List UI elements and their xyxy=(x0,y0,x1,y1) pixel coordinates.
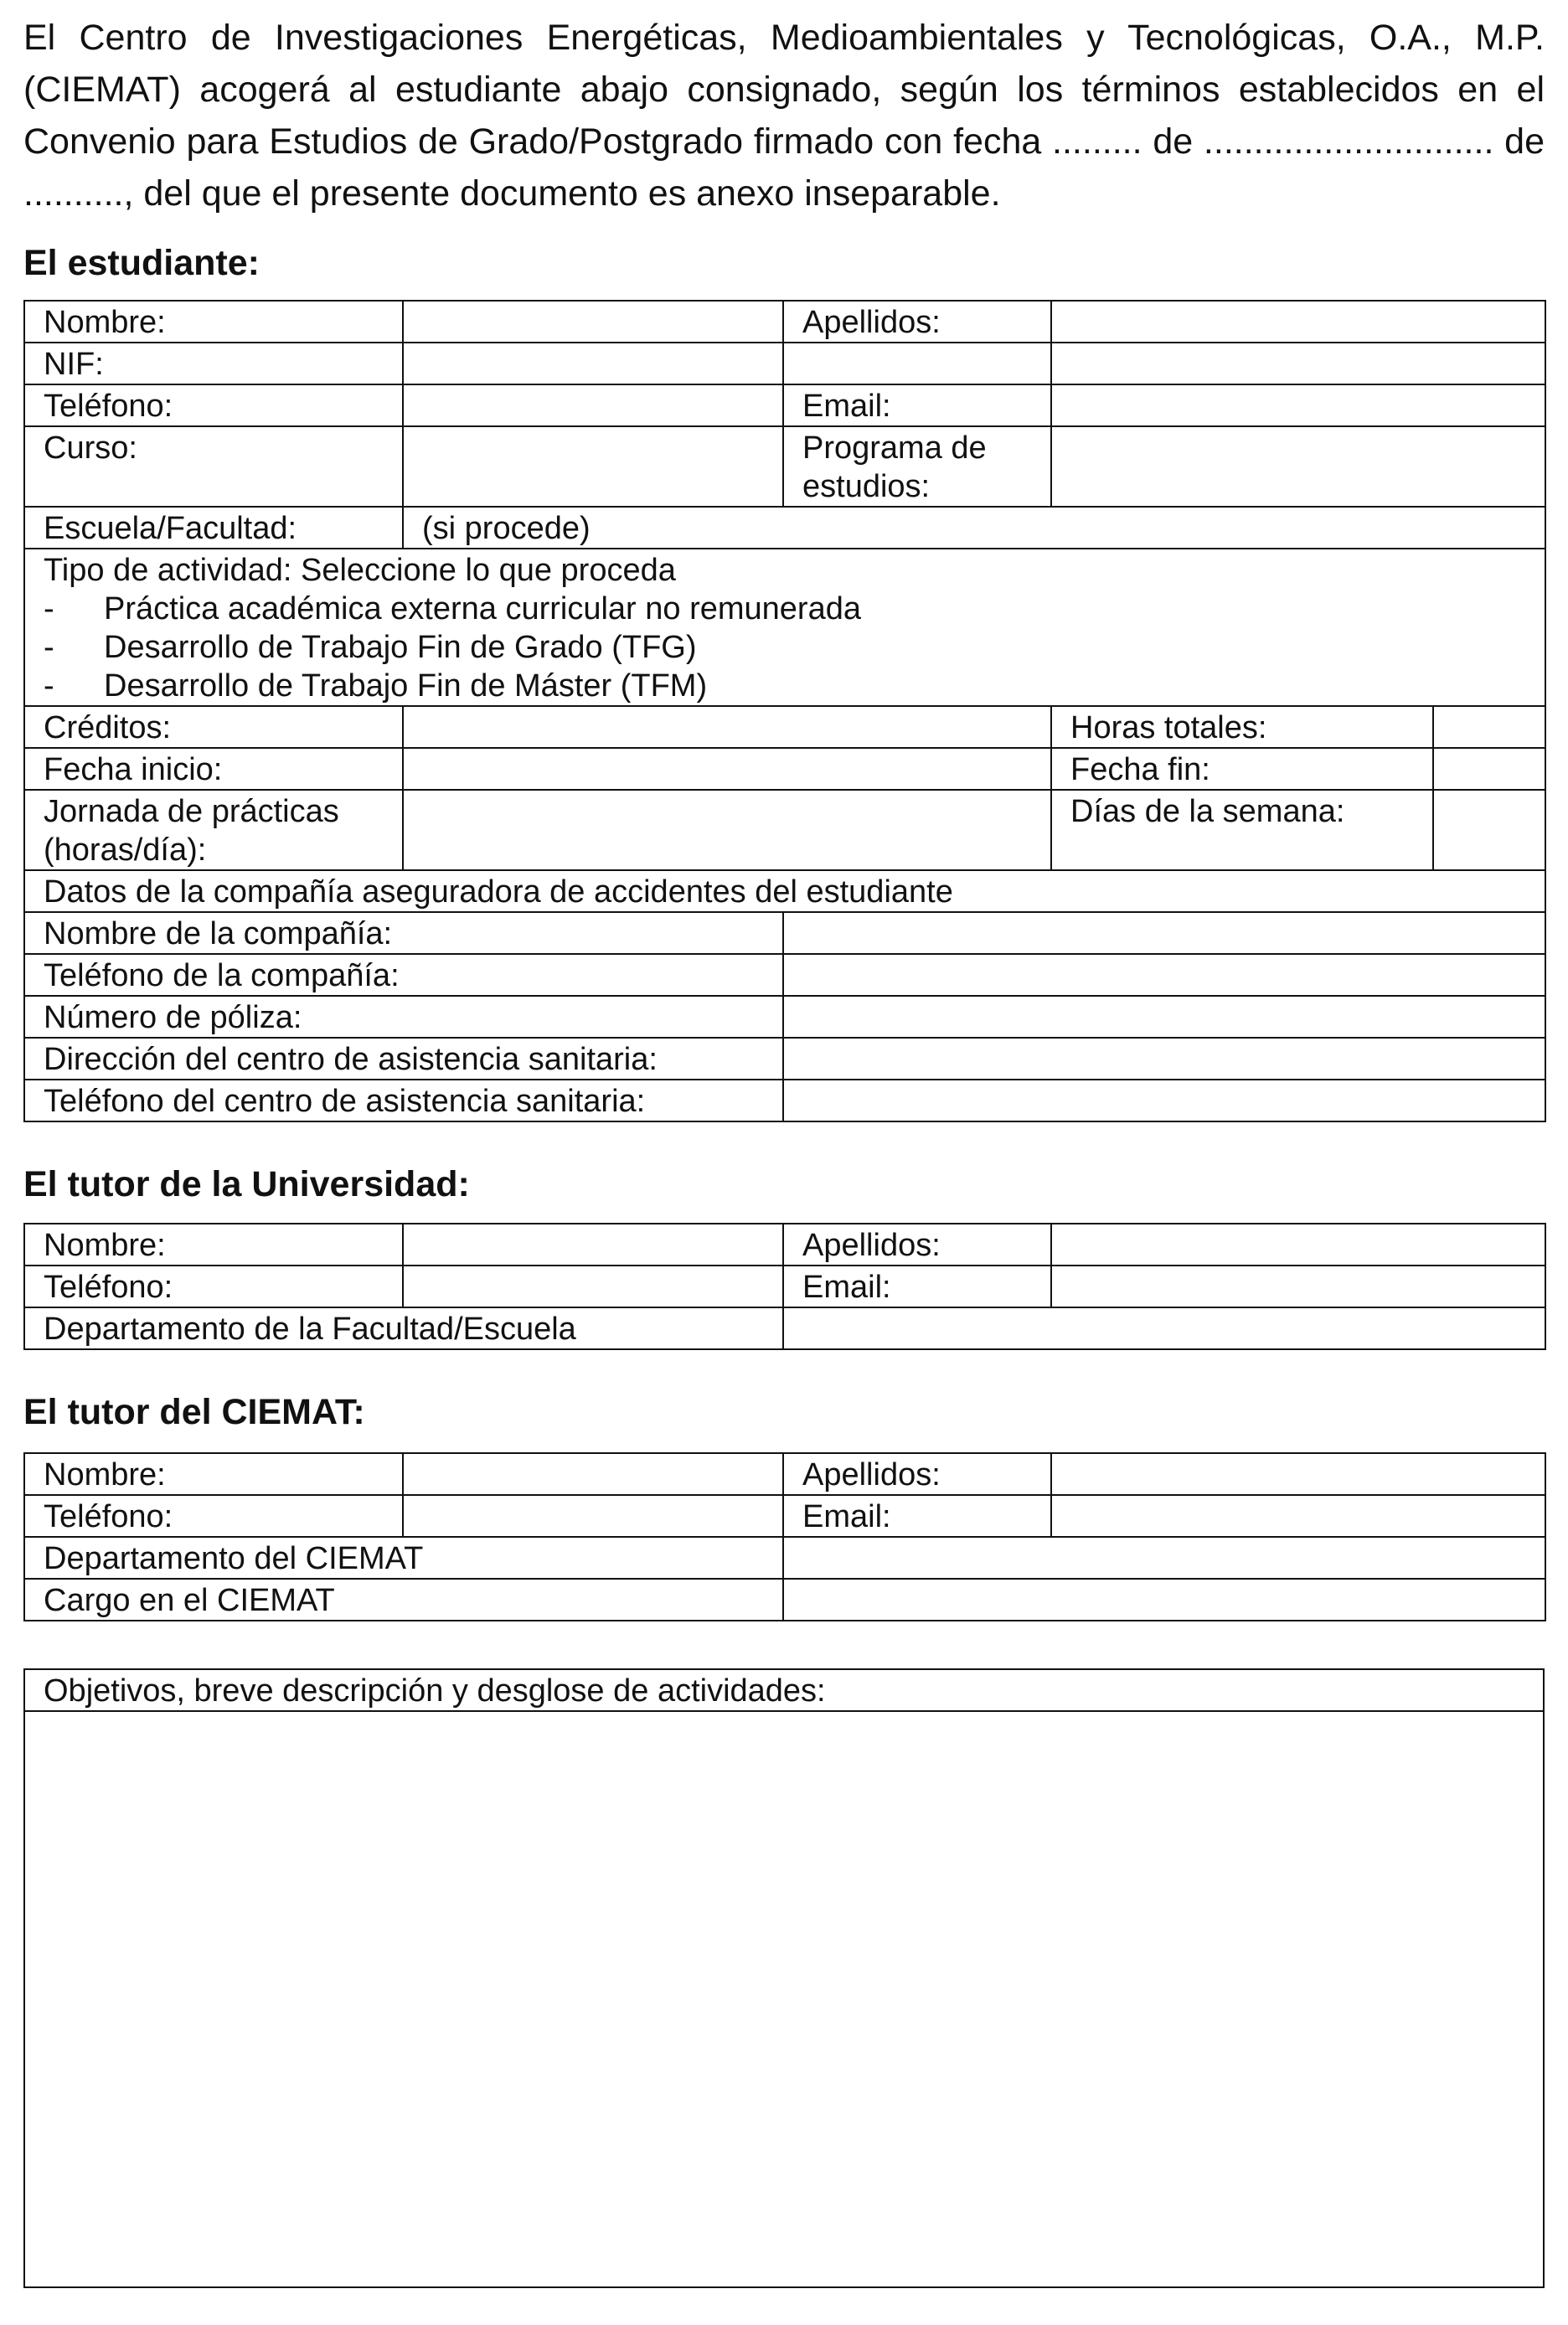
label-centro-direccion: Dirección del centro de asistencia sanitaria: xyxy=(24,1038,783,1080)
student-curso-field[interactable] xyxy=(403,426,783,507)
ciemat-tutor-telefono-field[interactable] xyxy=(403,1495,783,1537)
label-departamento: Departamento de la Facultad/Escuela xyxy=(24,1307,783,1349)
student-fecha-fin-field[interactable] xyxy=(1433,748,1545,790)
label-escuela: Escuela/Facultad: xyxy=(24,507,403,549)
label-cargo: Cargo en el CIEMAT xyxy=(24,1579,783,1621)
actividad-option[interactable]: - Práctica académica externa curricular no remunerada xyxy=(104,590,1545,628)
student-programa-field[interactable] xyxy=(1051,426,1545,507)
ciemat-tutor-table xyxy=(23,1452,1546,1621)
intro-paragraph: El Centro de Investigaciones Energéticas, Medioambientales y Tecnológicas, O.A., M.P. (CIEMAT) acogerá al estudiante abajo consignado, según los términos establecidos en el Convenio para Estudios de Grado/Postgrado firmado con fecha ......... de ............................. de .........., del que el presente documento es anexo inseparable. xyxy=(23,18,1545,214)
seguro-nombre-field[interactable] xyxy=(783,912,1545,954)
label-nif: NIF: xyxy=(24,343,403,384)
uni-tutor-table xyxy=(23,1223,1546,1350)
student-dias-field[interactable] xyxy=(1433,790,1545,870)
student-horas-field[interactable] xyxy=(1433,706,1545,748)
label-telefono: Teléfono: xyxy=(24,384,403,426)
label-nombre: Nombre: xyxy=(24,1224,403,1266)
uni-tutor-nombre-field[interactable] xyxy=(403,1224,783,1266)
label-curso: Curso: xyxy=(24,426,403,507)
label-telefono: Teléfono: xyxy=(24,1266,403,1307)
label-fecha-fin: Fecha fin: xyxy=(1051,748,1433,790)
label-apellidos: Apellidos: xyxy=(783,1224,1051,1266)
ciemat-tutor-section-title: El tutor del CIEMAT: xyxy=(23,1392,365,1432)
student-empty-cell-2 xyxy=(1051,343,1545,384)
label-nombre: Nombre: xyxy=(24,1453,403,1495)
student-empty-cell xyxy=(783,343,1051,384)
label-seguro-nombre: Nombre de la compañía: xyxy=(24,912,783,954)
student-fecha-inicio-field[interactable] xyxy=(403,748,1051,790)
ciemat-tutor-cargo-field[interactable] xyxy=(783,1579,1545,1621)
student-creditos-field[interactable] xyxy=(403,706,1051,748)
student-email-field[interactable] xyxy=(1051,384,1545,426)
label-seguro-titulo: Datos de la compañía aseguradora de accidentes del estudiante xyxy=(24,870,1545,912)
poliza-field[interactable] xyxy=(783,996,1545,1038)
label-apellidos: Apellidos: xyxy=(783,1453,1051,1495)
uni-tutor-section-title: El tutor de la Universidad: xyxy=(23,1164,470,1204)
label-programa: Programa de estudios: xyxy=(783,426,1051,507)
label-tipo-actividad: Tipo de actividad: Seleccione lo que proceda xyxy=(44,553,676,588)
label-jornada: Jornada de prácticas (horas/día): xyxy=(24,790,403,870)
label-objetivos: Objetivos, breve descripción y desglose de actividades: xyxy=(24,1669,1544,1711)
label-telefono: Teléfono: xyxy=(24,1495,403,1537)
student-escuela-field[interactable]: (si procede) xyxy=(403,507,1545,549)
label-email: Email: xyxy=(783,1266,1051,1307)
student-nif-field[interactable] xyxy=(403,343,783,384)
student-telefono-field[interactable] xyxy=(403,384,783,426)
actividad-option[interactable]: - Desarrollo de Trabajo Fin de Grado (TFG) xyxy=(104,628,1545,667)
label-horas-totales: Horas totales: xyxy=(1051,706,1433,748)
label-poliza: Número de póliza: xyxy=(24,996,783,1038)
uni-tutor-telefono-field[interactable] xyxy=(403,1266,783,1307)
label-email: Email: xyxy=(783,1495,1051,1537)
uni-tutor-apellidos-field[interactable] xyxy=(1051,1224,1545,1266)
label-dias-semana: Días de la semana: xyxy=(1051,790,1433,870)
centro-telefono-field[interactable] xyxy=(783,1080,1545,1121)
ciemat-tutor-departamento-field[interactable] xyxy=(783,1537,1545,1579)
actividad-options xyxy=(44,590,1545,705)
objetivos-table xyxy=(23,1668,1545,2288)
label-centro-telefono: Teléfono del centro de asistencia sanitaria: xyxy=(24,1080,783,1121)
student-jornada-field[interactable] xyxy=(403,790,1051,870)
student-section-title: El estudiante: xyxy=(23,243,260,283)
label-nombre: Nombre: xyxy=(24,301,403,343)
objetivos-textarea[interactable] xyxy=(24,1711,1544,2287)
label-apellidos: Apellidos: xyxy=(783,301,1051,343)
centro-direccion-field[interactable] xyxy=(783,1038,1545,1080)
label-seguro-telefono: Teléfono de la compañía: xyxy=(24,954,783,996)
tipo-actividad-cell xyxy=(24,549,1545,706)
student-apellidos-field[interactable] xyxy=(1051,301,1545,343)
label-departamento: Departamento del CIEMAT xyxy=(24,1537,783,1579)
ciemat-tutor-email-field[interactable] xyxy=(1051,1495,1545,1537)
label-email: Email: xyxy=(783,384,1051,426)
document xyxy=(23,0,1545,2288)
seguro-telefono-field[interactable] xyxy=(783,954,1545,996)
ciemat-tutor-apellidos-field[interactable] xyxy=(1051,1453,1545,1495)
actividad-option[interactable]: - Desarrollo de Trabajo Fin de Máster (TFM) xyxy=(104,667,1545,705)
uni-tutor-departamento-field[interactable] xyxy=(783,1307,1545,1349)
label-creditos: Créditos: xyxy=(24,706,403,748)
ciemat-tutor-nombre-field[interactable] xyxy=(403,1453,783,1495)
uni-tutor-email-field[interactable] xyxy=(1051,1266,1545,1307)
label-fecha-inicio: Fecha inicio: xyxy=(24,748,403,790)
student-table xyxy=(23,300,1546,1122)
student-nombre-field[interactable] xyxy=(403,301,783,343)
